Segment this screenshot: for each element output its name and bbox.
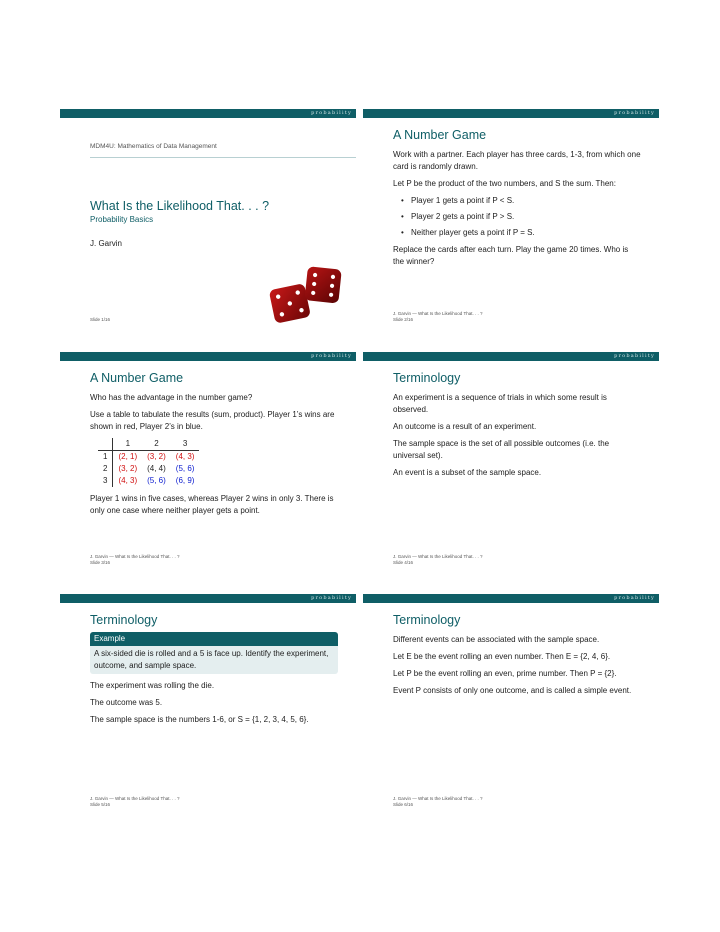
- table-row: [98, 463, 199, 475]
- row-header: 2: [98, 463, 113, 475]
- header-label: probability: [614, 110, 655, 116]
- table-cell: (4, 4): [147, 464, 166, 473]
- table-row: [98, 475, 199, 487]
- author: J. Garvin: [90, 239, 123, 248]
- footer-text: J. Garvin — What Is the Likelihood That. . . ?: [90, 796, 180, 801]
- table-row: [98, 451, 199, 464]
- slide-3: [60, 352, 356, 572]
- slide-header-bar: [363, 594, 659, 603]
- list-item: • Player 2 gets a point if P > S.: [411, 211, 641, 223]
- list-item: • Neither player gets a point if P = S.: [411, 227, 641, 239]
- header-label: probability: [614, 353, 655, 359]
- header-label: probability: [614, 595, 655, 601]
- course-name: MDM4U: Mathematics of Data Management: [90, 143, 217, 150]
- paragraph: Let P be the event rolling an even, prime number. Then P = {2}.: [393, 669, 617, 678]
- table-cell: (4, 3): [175, 452, 195, 461]
- slide-header-bar: [363, 109, 659, 118]
- footer-text: J. Garvin — What Is the Likelihood That. . . ?: [393, 796, 483, 801]
- paragraph: Player 1 wins in five cases, whereas Player 2 wins in only 3. There is only one case where neither player gets a point.: [90, 494, 334, 515]
- table-cell: (5, 6): [147, 476, 166, 485]
- slide-number: Slide 5/16: [90, 802, 111, 807]
- example-heading: Example: [90, 632, 338, 646]
- slide-2: [363, 109, 659, 329]
- slide-footer: [90, 317, 110, 323]
- table-cell: (2, 1): [118, 452, 138, 461]
- dice-image: [260, 264, 350, 324]
- column-header: 1: [113, 438, 142, 451]
- slide-number: Slide 2/16: [393, 317, 414, 322]
- slide-body: [393, 392, 641, 484]
- rules-list: [393, 195, 641, 239]
- slide-title: A Number Game: [90, 371, 184, 385]
- slide-footer: [90, 554, 179, 566]
- table-cell: (3, 2): [118, 464, 138, 473]
- row-header: 3: [98, 475, 113, 487]
- presentation-subtitle: Probability Basics: [90, 215, 154, 224]
- paragraph: An experiment is a sequence of trials in which some result is observed.: [393, 393, 607, 414]
- header-label: probability: [311, 595, 352, 601]
- slide-body: [90, 634, 338, 731]
- example-block: [90, 632, 338, 674]
- table-corner: [98, 438, 113, 451]
- die-front: [269, 283, 311, 324]
- table-cell: (3, 2): [147, 452, 166, 461]
- slide-header-bar: [60, 109, 356, 118]
- slide-4: [363, 352, 659, 572]
- slide-1: [60, 109, 356, 329]
- paragraph: Work with a partner. Each player has three cards, 1-3, from which one card is randomly drawn.: [393, 150, 641, 171]
- header-label: probability: [311, 110, 352, 116]
- paragraph: An event is a subset of the sample space.: [393, 468, 542, 477]
- paragraph: The outcome was 5.: [90, 698, 163, 707]
- slide-number: Slide 4/16: [393, 560, 414, 565]
- slide-footer: [393, 311, 482, 323]
- paragraph: Let E be the event rolling an even number. Then E = {2, 4, 6}.: [393, 652, 611, 661]
- table-cell: (6, 9): [175, 476, 195, 485]
- slide-title: A Number Game: [393, 128, 487, 142]
- slide-title: Terminology: [90, 613, 158, 627]
- paragraph: Who has the advantage in the number game?: [90, 393, 253, 402]
- slide-footer: [393, 554, 482, 566]
- slide-header-bar: [60, 352, 356, 361]
- row-header: 1: [98, 451, 113, 464]
- slide-number: Slide 6/16: [393, 802, 414, 807]
- paragraph: Use a table to tabulate the results (sum, product). Player 1’s wins are shown in red, Player 2’s in blue.: [90, 410, 335, 431]
- footer-text: J. Garvin — What Is the Likelihood That. . . ?: [393, 311, 483, 316]
- slide-footer: [393, 796, 482, 808]
- paragraph: Event P consists of only one outcome, and is called a simple event.: [393, 686, 632, 695]
- column-header: 3: [171, 438, 200, 451]
- paragraph: The sample space is the set of all possible outcomes (i.e. the universal set).: [393, 439, 610, 460]
- die-back: [304, 266, 341, 303]
- paragraph: Replace the cards after each turn. Play the game 20 times. Who is the winner?: [393, 245, 629, 266]
- footer-text: J. Garvin — What Is the Likelihood That. . . ?: [393, 554, 483, 559]
- footer-text: J. Garvin — What Is the Likelihood That. . . ?: [90, 554, 180, 559]
- paragraph: An outcome is a result of an experiment.: [393, 422, 537, 431]
- results-table: [98, 438, 199, 487]
- slide-title: Terminology: [393, 371, 461, 385]
- table-cell: (5, 6): [175, 464, 195, 473]
- paragraph: The experiment was rolling the die.: [90, 681, 215, 690]
- divider: [90, 157, 356, 158]
- slide-body: [393, 149, 641, 273]
- slide-body: [393, 634, 641, 702]
- slide-header-bar: [60, 594, 356, 603]
- slide-6: [363, 594, 659, 814]
- paragraph: Different events can be associated with the sample space.: [393, 635, 600, 644]
- paragraph: Let P be the product of the two numbers, and S the sum. Then:: [393, 179, 616, 188]
- paragraph: The sample space is the numbers 1-6, or S = {1, 2, 3, 4, 5, 6}.: [90, 715, 309, 724]
- slide-footer: [90, 796, 179, 808]
- table-cell: (4, 3): [118, 476, 138, 485]
- table-header-row: [98, 438, 199, 451]
- slide-5: [60, 594, 356, 814]
- column-header: 2: [142, 438, 171, 451]
- presentation-title: What Is the Likelihood That. . . ?: [90, 199, 270, 213]
- header-label: probability: [311, 353, 352, 359]
- list-item: • Player 1 gets a point if P < S.: [411, 195, 641, 207]
- slide-number: Slide 1/16: [90, 317, 111, 322]
- slide-body: [90, 392, 338, 522]
- slide-title: Terminology: [393, 613, 461, 627]
- slide-number: Slide 3/16: [90, 560, 111, 565]
- slide-header-bar: [363, 352, 659, 361]
- example-text: A six-sided die is rolled and a 5 is face up. Identify the experiment, outcome, and sample space.: [90, 646, 338, 674]
